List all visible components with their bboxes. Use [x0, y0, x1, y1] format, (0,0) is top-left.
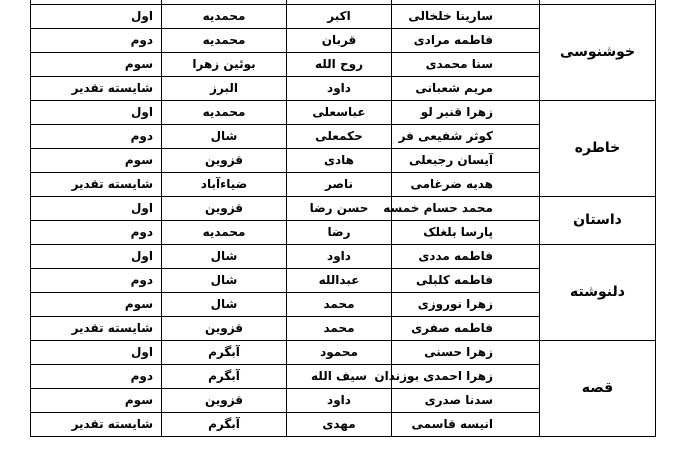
city-cell: شال: [162, 125, 287, 149]
father-name-cell: مهدی: [287, 413, 392, 437]
rank-cell: دوم: [31, 365, 162, 389]
city-cell: آبگرم: [162, 413, 287, 437]
name-cell: پارسا بلغلک: [392, 221, 540, 245]
category-cell: داستان: [540, 197, 656, 245]
category-cell: قصه: [540, 341, 656, 437]
city-cell: البرز: [162, 77, 287, 101]
rank-cell: سوم: [31, 389, 162, 413]
rank-cell: اول: [31, 197, 162, 221]
name-cell: فاطمه کلبلی: [392, 269, 540, 293]
results-table-container: [30, 0, 655, 437]
city-cell: محمدیه: [162, 29, 287, 53]
rank-cell: سوم: [31, 293, 162, 317]
father-name-cell: محمد: [287, 317, 392, 341]
father-name-cell: عباسعلی: [287, 101, 392, 125]
father-name-cell: داود: [287, 77, 392, 101]
name-cell: فاطمه مرادی: [392, 29, 540, 53]
father-name-cell: حسن رضا: [287, 197, 392, 221]
city-cell: قزوین: [162, 389, 287, 413]
name-cell: آیسان رجبعلی: [392, 149, 540, 173]
name-cell: زهرا قنبر لو: [392, 101, 540, 125]
rank-cell: سوم: [31, 53, 162, 77]
city-cell: محمدیه: [162, 101, 287, 125]
rank-cell: شایسته تقدیر: [31, 77, 162, 101]
table-row: [31, 5, 656, 29]
city-cell: شال: [162, 269, 287, 293]
father-name-cell: عبدالله: [287, 269, 392, 293]
rank-cell: دوم: [31, 29, 162, 53]
name-cell: انیسه قاسمی: [392, 413, 540, 437]
rank-cell: اول: [31, 245, 162, 269]
city-cell: محمدیه: [162, 5, 287, 29]
rank-cell: شایسته تقدیر: [31, 413, 162, 437]
father-name-cell: محمد: [287, 293, 392, 317]
rank-cell: سوم: [31, 149, 162, 173]
name-cell: محمد حسام خمسه: [392, 197, 540, 221]
table-row: [31, 245, 656, 269]
results-table: [30, 0, 656, 437]
city-cell: قزوین: [162, 197, 287, 221]
name-cell: مریم شعبانی: [392, 77, 540, 101]
name-cell: هدیه ضرغامی: [392, 173, 540, 197]
category-cell: خوشنوسی: [540, 5, 656, 101]
rank-cell: شایسته تقدیر: [31, 317, 162, 341]
city-cell: آبگرم: [162, 365, 287, 389]
father-name-cell: ناصر: [287, 173, 392, 197]
city-cell: شال: [162, 245, 287, 269]
city-cell: محمدیه: [162, 221, 287, 245]
category-cell: خاطره: [540, 101, 656, 197]
city-cell: ضیاءآباد: [162, 173, 287, 197]
table-row: [31, 197, 656, 221]
father-name-cell: قربان: [287, 29, 392, 53]
rank-cell: دوم: [31, 221, 162, 245]
name-cell: سدنا صدری: [392, 389, 540, 413]
rank-cell: شایسته تقدیر: [31, 173, 162, 197]
father-name-cell: حکمعلی: [287, 125, 392, 149]
city-cell: قزوین: [162, 317, 287, 341]
father-name-cell: سیف الله: [287, 365, 392, 389]
name-cell: فاطمه مددی: [392, 245, 540, 269]
name-cell: کوثر شفیعی فر: [392, 125, 540, 149]
table-row: [31, 101, 656, 125]
father-name-cell: اکبر: [287, 5, 392, 29]
rank-cell: دوم: [31, 269, 162, 293]
name-cell: زهرا نوروزی: [392, 293, 540, 317]
rank-cell: اول: [31, 341, 162, 365]
father-name-cell: هادی: [287, 149, 392, 173]
results-table-body: [31, 0, 656, 437]
father-name-cell: روح الله: [287, 53, 392, 77]
category-cell: دلنوشته: [540, 245, 656, 341]
rank-cell: اول: [31, 5, 162, 29]
table-row: [31, 341, 656, 365]
rank-cell: اول: [31, 101, 162, 125]
city-cell: قزوین: [162, 149, 287, 173]
city-cell: آبگرم: [162, 341, 287, 365]
city-cell: شال: [162, 293, 287, 317]
rank-cell: دوم: [31, 125, 162, 149]
father-name-cell: داود: [287, 389, 392, 413]
name-cell: سارینا خلخالی: [392, 5, 540, 29]
name-cell: سنا محمدی: [392, 53, 540, 77]
name-cell: فاطمه صفری: [392, 317, 540, 341]
city-cell: بوئین زهرا: [162, 53, 287, 77]
father-name-cell: داود: [287, 245, 392, 269]
name-cell: زهرا حسنی: [392, 341, 540, 365]
name-cell: زهرا احمدی بوزندان: [392, 365, 540, 389]
father-name-cell: رضا: [287, 221, 392, 245]
father-name-cell: محمود: [287, 341, 392, 365]
